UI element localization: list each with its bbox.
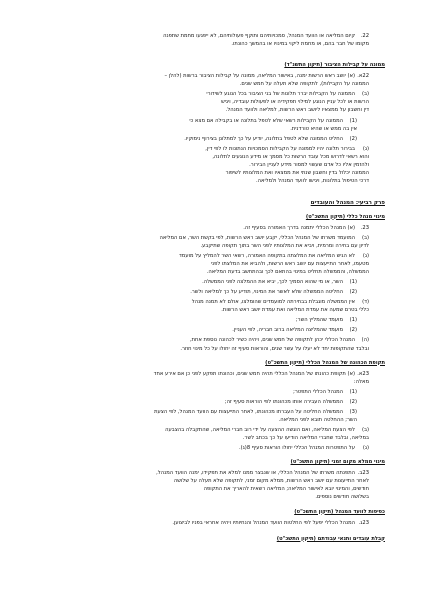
section-heading: קבלת עובדים ותנאי עבודתם (תיקון התשכ"ט) [276, 535, 385, 542]
paragraph-number: (ג) [362, 252, 369, 259]
paragraph-line: מטעמו, לאחר התייעצות עם יושב ראש הרשות, ולהביא את המלצתו לפני [210, 260, 369, 267]
paragraph-line: הממשלה החליטה על העברתו מכהונתו, לאחר התייעצות עם הוועד המנהל, לפי הצעת [154, 408, 343, 415]
paragraph [34, 316, 385, 324]
paragraph-line: קיום המליאה או הוועד המנהל, סמכויותיהם ותוקף פעולותיהם, לא ייפגעו מחמת שתפנה [163, 33, 355, 39]
section-heading: תקופת הכהונה של המנהל הכללי (תיקון התשכ"ט) [265, 359, 385, 366]
paragraph-line: השר, או מי שהוא הסמיך לכך, יביא את ההמלצה לפני הממשלה. [202, 279, 343, 286]
paragraph [34, 426, 385, 442]
paragraph-line: בשלושה חודשים נוספים. [315, 494, 369, 501]
paragraph-line: ובלבד שהתקופות יחד לא יעלו על עשר שנים, והוראות סעיף זה יחולו על כל מינוי חוזר. [180, 345, 369, 352]
paragraph-line: מועמד שהמליצה המליאה ברוב חבריה, לפי העניין. [232, 327, 343, 334]
paragraph-number: (ד) [362, 299, 369, 306]
paragraph-number: (1) [349, 279, 357, 286]
paragraph-number: (2) [349, 327, 357, 334]
paragraph-line: (א) המנהל הכללי יתמנה בדרך האמורה בסעיף זה. [243, 224, 355, 231]
paragraph-line: המועמד משרתו של המנהל הכללי, יקבע יושב ראש הרשות, לפי בקשת השר, אם המליאה [159, 234, 355, 241]
paragraph-line: מקומו של חבר בהם, או מחמת ליקוי במינויו או בהמשך כהונתו. [231, 41, 369, 48]
paragraph [34, 288, 385, 296]
paragraph [34, 408, 385, 424]
paragraph-line: הממשלה, והממשלה תחליט במינוי בהתאם לכך ובהתחשב בדעת המליאה. [206, 269, 369, 276]
paragraph [34, 72, 385, 88]
paragraph-line: על התפטרות המנהל הכללי יחולו הוראות סעיף 8(ג). [238, 445, 355, 452]
paragraph-line: דין וחשבון על ממצאיו ליושב ראש הרשות, למליאה ולוועד המנהל. [225, 107, 369, 114]
paragraph-number: (1) [349, 317, 357, 324]
paragraph-line: והוא רשאי לדרוש מכל עובד הרשות כל מסמך או מידע הנוגעים לתלונה, [212, 153, 369, 160]
paragraph [34, 444, 385, 452]
paragraph-number: (3) [349, 408, 357, 415]
paragraph-number: 23ג. [358, 519, 369, 526]
paragraph-line: לאחר התייעצות עם יושב ראש הרשות, ממלא מקום זמני, לתקופה שלא תעלה על שלושה [173, 478, 369, 485]
paragraph-line: המנהל הכללי יפעל לפי החלטות הוועד המנהל והנחיותיו ויהיה אחראי בפניו לביצוען. [172, 519, 355, 526]
chapter-heading: פרק רביעי: המנהל והעובדים [310, 200, 385, 206]
paragraph-number: 23. [360, 224, 369, 231]
paragraph-line: מועמד שהמליץ השר; [295, 317, 343, 324]
paragraph-number: (ג) [362, 445, 369, 452]
paragraph-line: מאלה: [353, 378, 369, 385]
paragraph-line: הממונה יכלול בדין וחשבון שנתי את ממצאיו ואת המלצותיו לשיפור [225, 169, 369, 176]
paragraph [34, 117, 385, 133]
paragraph-number: (1) [349, 388, 357, 395]
paragraph-number: (ב) [361, 91, 369, 98]
paragraph [34, 145, 385, 185]
section-heading: כפיפות לוועד המנהל (תיקון התשכ"ט) [294, 508, 385, 515]
paragraph [34, 370, 385, 386]
paragraph [34, 336, 385, 352]
paragraph-line: הממונה על הקבילות רשאי שלא לטפל בתלונה או בקבילה אם מצא כי [189, 117, 343, 124]
section-heading: מינוי מנהל כללי (תיקון התשכ"ט) [305, 213, 385, 220]
paragraph [34, 388, 385, 396]
paragraph-number: (ב) [361, 234, 369, 241]
paragraph-line: לפי הצעת המליאה, ואם הוגשה ההצעה על ידי רוב חברי המליאה, שהתקבלה בהצבעה [165, 427, 355, 434]
paragraph [34, 252, 385, 276]
paragraph-number: (2) [349, 398, 357, 405]
paragraph [34, 298, 385, 314]
paragraph-line: המנהל הכללי יכהן לתקופה של חמש שנים, ויהיה כשיר לכהונה נוספת אחת, [189, 337, 355, 344]
paragraph-number: (2) [349, 289, 357, 296]
paragraph-line: ולהזמין אליו כל אדם שעשוי למסור מידע לעניין הבירור. [249, 161, 369, 168]
paragraph-line: אין הממשלה מוגבלת בבחירתה למועמדים שהומלצו, אולם לא תמנה מנהל [191, 299, 355, 306]
section-heading: מינוי ממלא מקום זמני (תיקון התשכ"ט) [290, 459, 385, 466]
paragraph-line: כללי בטרם שמעה את עמדת המליאה ואת עמדת יושב ראש הרשות. [221, 307, 369, 314]
paragraph-line: אין בה ממש או שהיא טורדנית. [290, 125, 357, 132]
paragraph [34, 90, 385, 114]
paragraph-number: (1) [349, 117, 357, 124]
paragraph-number: (2) [349, 135, 357, 142]
paragraph-line: הרשות או לכל עניין הנוגע למילוי תפקידיה או לפעולות עובדיה, ויגיש [221, 99, 369, 106]
paragraph-line: בבירור תלונה יהיו לממונה על הקבילות הסמכויות הנתונות לו לפי דין, [205, 145, 355, 152]
paragraph [34, 326, 385, 334]
paragraph-number: 23א. [357, 370, 369, 377]
paragraph-line: (א) יושב ראש הרשות ימנה, באישור המליאה, ממונה על קבילות הציבור ברשות (להלן – [164, 73, 355, 80]
paragraph-number: 22א. [357, 73, 369, 80]
paragraph-line: החליט הממונה שלא לטפל בתלונה, יודיע על כך למתלונן בצירוף נימוקיו. [184, 135, 343, 142]
paragraph-line: הממונה על הקבילות), לתקופה שלא תעלה על חמש שנים. [239, 81, 369, 88]
paragraph-line: לדיון עם בחירה ומרמית, ויביא את המלצותיו לפני השר בתוך תקופה שתיקבע. [200, 242, 369, 249]
paragraph-line: החליטה הממשלה שלא לאשר את המינוי, תודיע על כך למליאה ולשר. [190, 289, 343, 296]
paragraph-number: (ג) [362, 145, 369, 152]
paragraph [34, 278, 385, 286]
paragraph-line: התפנתה משרתו של המנהל הכללי, או שנבצר ממנו למלא את תפקידו, ימנה הוועד המנהל, [156, 470, 355, 477]
paragraph [34, 224, 385, 232]
paragraph-line: השר; ההחלטה תובא לפני המליאה. [278, 416, 357, 423]
paragraph-line: (א) תקופת כהונתו של המנהל הכללי תהיה חמש שנים, וכהונתו תפקע לפני כן אם אירע אחד [153, 370, 355, 377]
paragraph-line: המנהל הכללי התפטר; [293, 388, 343, 395]
paragraph-line: לא הגיש המליאה את המלצתה בתקופה האמורה, רשאי השר להמליץ על מועמד [178, 252, 355, 259]
paragraph-number: (ה) [361, 337, 369, 344]
paragraph-line: במליאה, ובלבד שחברי המליאה הודיעו על כך בכתב לשר. [242, 435, 369, 442]
section-heading: ממונה על קבילות הציבור (תיקון התשנ"ד) [284, 62, 385, 69]
paragraph-number: (ב) [361, 427, 369, 434]
paragraph [34, 398, 385, 406]
paragraph [34, 234, 385, 250]
paragraph-line: הממונה על הקבילות יברר תלונות של בני הציבור בכל הנוגע לשידורי [206, 91, 355, 98]
paragraph-line: חודשים, והמינוי יובא לאישור המליאה; המליאה רשאית להאריך את התקופה [203, 486, 369, 493]
paragraph [34, 469, 385, 501]
paragraph-number: 22. [360, 33, 369, 39]
paragraph-number: 23ב. [357, 470, 369, 477]
paragraph [34, 519, 385, 527]
paragraph [34, 32, 385, 48]
paragraph [34, 135, 385, 143]
paragraph-line: הממשלה העבירה אותו מכהונתו לפי הוראות סעיף זה; [224, 398, 343, 405]
paragraph-line: דרכי הטיפול בתלונות, ויגישו לוועד המנהל ולמליאה. [255, 177, 369, 184]
